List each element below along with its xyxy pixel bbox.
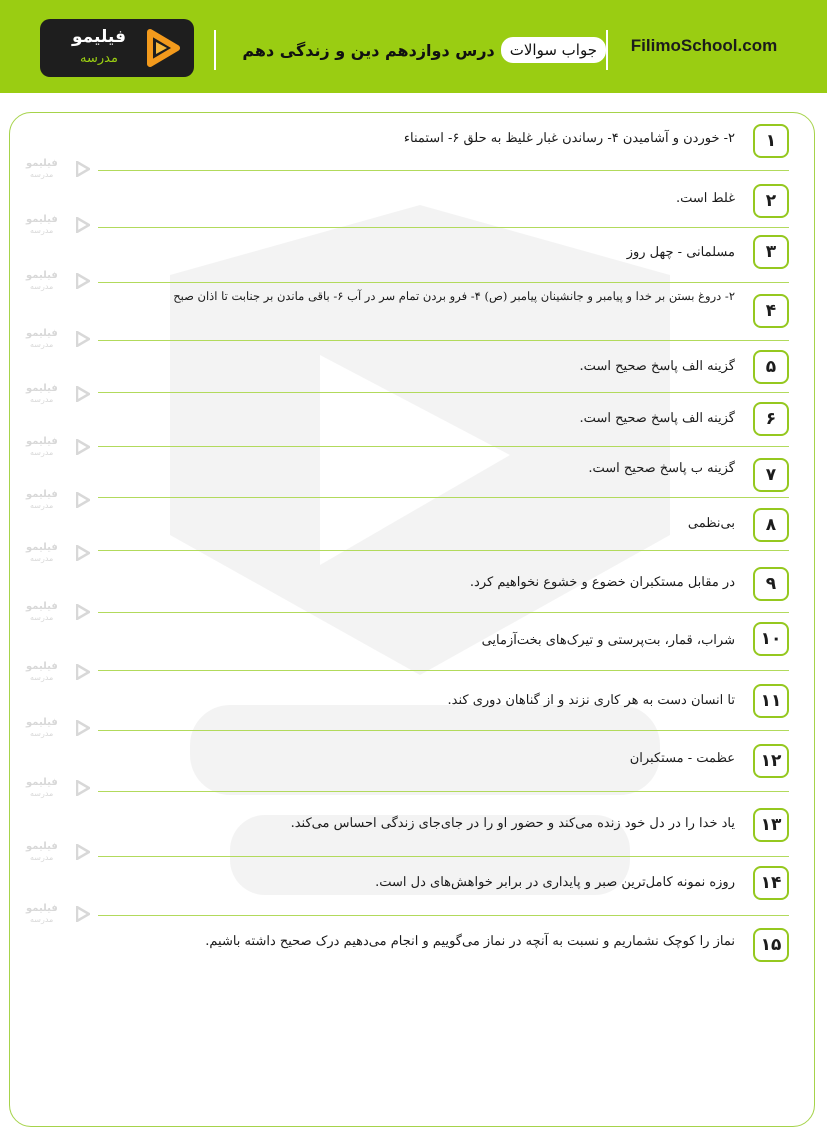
answer-text: نماز را کوچک نشماریم و نسبت به آنچه در نماز می‌گوییم و انجام می‌دهیم درک صحیح داشته باشیم. bbox=[205, 934, 735, 949]
answer-number: ۷ bbox=[753, 458, 789, 492]
answer-number: ۲ bbox=[753, 184, 789, 218]
side-watermark: فیلیمو مدرسه bbox=[26, 841, 96, 867]
answer-text: ۲- خوردن و آشامیدن ۴- رساندن غبار غلیظ به حلق ۶- استمناء bbox=[403, 131, 735, 146]
title-pill: جواب سوالات bbox=[501, 37, 606, 63]
play-icon bbox=[76, 492, 90, 508]
play-icon bbox=[76, 439, 90, 455]
play-icon bbox=[76, 217, 90, 233]
play-icon bbox=[76, 720, 90, 736]
side-watermark: فیلیمو مدرسه bbox=[26, 270, 96, 296]
side-watermark: فیلیمو مدرسه bbox=[26, 383, 96, 409]
play-logo-icon bbox=[146, 29, 180, 67]
side-watermark: فیلیمو مدرسه bbox=[26, 717, 96, 743]
answer-row bbox=[98, 170, 789, 228]
answer-row bbox=[98, 915, 789, 970]
answer-number: ۱۴ bbox=[753, 866, 789, 900]
answer-text: غلط است. bbox=[676, 191, 735, 206]
answer-row bbox=[98, 227, 789, 283]
answer-row bbox=[98, 497, 789, 551]
play-icon bbox=[76, 545, 90, 561]
answer-number: ۱۳ bbox=[753, 808, 789, 842]
answer-text: تا انسان دست به هر کاری نزند و از گناهان دوری کند. bbox=[447, 693, 735, 708]
answer-row bbox=[98, 612, 789, 671]
side-watermark: فیلیمو مدرسه bbox=[26, 214, 96, 240]
answer-text: یاد خدا را در دل خود زنده می‌کند و حضور او را در جای‌جای زندگی احساس می‌کند. bbox=[290, 816, 735, 831]
answer-number: ۱۵ bbox=[753, 928, 789, 962]
play-icon bbox=[76, 844, 90, 860]
answer-row bbox=[98, 550, 789, 613]
side-watermark: فیلیمو مدرسه bbox=[26, 601, 96, 627]
answer-number: ۵ bbox=[753, 350, 789, 384]
answer-number: ۸ bbox=[753, 508, 789, 542]
answer-row bbox=[98, 340, 789, 393]
answer-row bbox=[98, 856, 789, 916]
play-icon bbox=[76, 664, 90, 680]
answer-text: در مقابل مستکبران خضوع و خشوع نخواهیم کرد. bbox=[469, 575, 735, 590]
side-watermark: فیلیمو مدرسه bbox=[26, 328, 96, 354]
side-watermark: فیلیمو مدرسه bbox=[26, 158, 96, 184]
answer-number: ۹ bbox=[753, 567, 789, 601]
answer-text: بی‌نظمی bbox=[687, 516, 735, 531]
answer-number: ۱۱ bbox=[753, 684, 789, 718]
answer-row bbox=[98, 791, 789, 857]
answer-text: مسلمانی - چهل روز bbox=[626, 245, 735, 260]
site-url[interactable]: FilimoSchool.com bbox=[630, 36, 778, 55]
play-icon bbox=[76, 331, 90, 347]
answer-text: گزینه الف پاسخ صحیح است. bbox=[579, 411, 735, 426]
title-main: درس دوازدهم دین و زندگی دهم bbox=[242, 40, 495, 60]
logo-sub: مدرسه bbox=[80, 51, 118, 66]
logo-name: فیلیمو bbox=[71, 27, 126, 47]
side-watermark: فیلیمو مدرسه bbox=[26, 489, 96, 515]
side-watermark: فیلیمو مدرسه bbox=[26, 777, 96, 803]
answer-row bbox=[98, 670, 789, 731]
answer-text: شراب، قمار، بت‌پرستی و تیرک‌های بخت‌آزمایی bbox=[481, 633, 735, 648]
header-divider bbox=[214, 30, 216, 70]
page-title bbox=[226, 30, 606, 70]
answer-number: ۳ bbox=[753, 235, 789, 269]
play-icon bbox=[76, 780, 90, 796]
answer-row bbox=[98, 118, 789, 171]
side-watermark: فیلیمو مدرسه bbox=[26, 542, 96, 568]
header-bar bbox=[0, 0, 827, 93]
side-watermark: فیلیمو مدرسه bbox=[26, 661, 96, 687]
answer-number: ۴ bbox=[753, 294, 789, 328]
filimo-school-logo[interactable] bbox=[40, 19, 194, 77]
play-icon bbox=[76, 604, 90, 620]
answer-number: ۱ bbox=[753, 124, 789, 158]
answer-text: عظمت - مستکبران bbox=[629, 751, 735, 766]
answer-text: گزینه الف پاسخ صحیح است. bbox=[579, 359, 735, 374]
play-icon bbox=[76, 161, 90, 177]
play-icon bbox=[76, 386, 90, 402]
play-icon bbox=[76, 906, 90, 922]
answer-number: ۱۰ bbox=[753, 622, 789, 656]
answer-text: ۲- دروغ بستن بر خدا و پیامبر و جانشینان پیامبر (ص) ۴- فرو بردن تمام سر در آب ۶- باقی ماندن بر جنابت تا اذان صبح bbox=[173, 289, 735, 303]
answer-row bbox=[98, 446, 789, 498]
answer-row bbox=[98, 730, 789, 792]
answer-text: گزینه ب پاسخ صحیح است. bbox=[588, 461, 735, 476]
answer-number: ۶ bbox=[753, 402, 789, 436]
answer-number: ۱۲ bbox=[753, 744, 789, 778]
answer-row bbox=[98, 392, 789, 447]
play-icon bbox=[76, 273, 90, 289]
header-divider bbox=[606, 30, 608, 70]
answer-text: روزه نمونه کامل‌ترین صبر و پایداری در برابر خواهش‌های دل است. bbox=[375, 875, 735, 890]
answer-row bbox=[98, 282, 789, 341]
side-watermark: فیلیمو مدرسه bbox=[26, 436, 96, 462]
side-watermark: فیلیمو مدرسه bbox=[26, 903, 96, 929]
